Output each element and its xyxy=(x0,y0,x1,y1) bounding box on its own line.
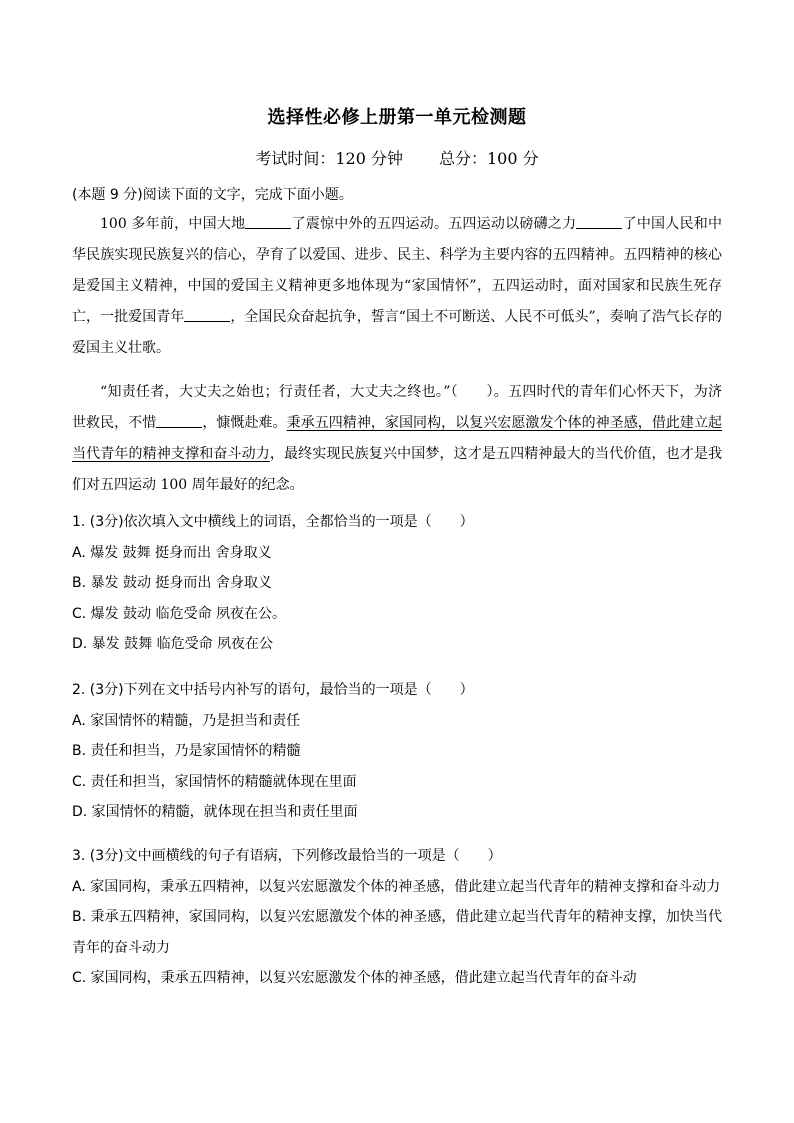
passage-text: 了震惊中外的五四运动。五四运动以磅礴之力 xyxy=(291,216,577,232)
passage-text: ，最终实现民族复兴中国梦，这才是五四精神最大的当代价值，也才是我们对五四运动 100 周年最好的纪念。 xyxy=(72,446,723,493)
option-d: D. 家国情怀的精髓，就体现在担当和责任里面 xyxy=(72,804,358,820)
option-c: C. 家国同构，秉承五四精神，以复兴宏愿激发个体的神圣感，借此建立起当代青年的奋斗动 xyxy=(72,970,637,986)
passage-paragraph-2 xyxy=(72,377,722,501)
passage-text: ，慷慨赴难。 xyxy=(202,415,287,431)
option-b: B. 暴发 鼓动 挺身而出 舍身取义 xyxy=(72,575,272,591)
passage-text: 100 多年前，中国大地 xyxy=(100,216,246,232)
option-c: C. 责任和担当，家国情怀的精髓就体现在里面 xyxy=(72,773,357,790)
question-stem: 1. (3分)依次填入文中横线上的词语，全都恰当的一项是（ ） xyxy=(72,514,474,530)
passage-text: 了中国人民和中华民族实现民族复兴的信心，孕育了以爱国、进步、民主、科学为主要内容的五四精神。五四精神的核心是爱国主义精神，中国的爱国主义精神更多地体现为“家国情怀”，五四运动时，面对国家和民族生死存亡，一批爱国青年 xyxy=(72,216,723,325)
option-a: A. 家国情怀的精髓，乃是担当和责任 xyxy=(72,712,301,729)
option-b: B. 秉承五四精神，家国同构，以复兴宏愿激发个体的神圣感，借此建立起当代青年的精神支撑，加快当代青年的奋斗动力 xyxy=(72,909,722,956)
option-d: D. 暴发 鼓舞 临危受命 夙夜在公 xyxy=(72,636,274,652)
option-c: C. 爆发 鼓动 临危受命 夙夜在公。 xyxy=(72,605,287,622)
option-b: B. 责任和担当，乃是家国情怀的精髓 xyxy=(72,743,301,759)
question-2 xyxy=(72,675,722,828)
exam-info xyxy=(0,146,794,169)
fill-blank xyxy=(576,214,622,229)
question-stem: 3. (3分)文中画横线的句子有语病，下列修改最恰当的一项是（ ） xyxy=(72,848,502,864)
exam-time: 考试时间：120 分钟 xyxy=(255,149,403,168)
fill-blank xyxy=(245,214,291,229)
passage-text: ，全国民众奋起抗争，誓言“国土不可断送、人民不可低头”，奏响了浩气长存的爱国主义壮歌。 xyxy=(72,309,723,356)
fill-blank xyxy=(156,413,202,428)
exam-title: 选择性必修上册第一单元检测题 xyxy=(267,107,527,128)
exam-score: 总分：100 分 xyxy=(439,149,539,168)
question-stem: 2. (3分)下列在文中括号内补写的语句，最恰当的一项是（ ） xyxy=(72,682,474,698)
underlined-sentence: 秉承五四精神，家国同构，以复兴宏愿激发个体的神圣感，借此建立起当代青年的精神支撑和奋斗动力 xyxy=(72,415,723,462)
passage-text: “知责任者，大丈夫之始也；行责任者，大丈夫之终也。”（ ）。五四时代的青年们心怀天下，为济世救民，不惜 xyxy=(72,384,722,431)
section-intro: (本题 9 分)阅读下面的文字，完成下面小题。 xyxy=(72,187,353,203)
fill-blank xyxy=(184,307,230,322)
passage-paragraph-1 xyxy=(72,209,722,364)
option-a: A. 爆发 鼓舞 挺身而出 舍身取义 xyxy=(72,544,272,561)
question-1 xyxy=(72,507,722,660)
question-3 xyxy=(72,841,722,994)
option-a: A. 家国同构，秉承五四精神，以复兴宏愿激发个体的神圣感，借此建立起当代青年的精神支撑和奋斗动力 xyxy=(72,878,721,895)
